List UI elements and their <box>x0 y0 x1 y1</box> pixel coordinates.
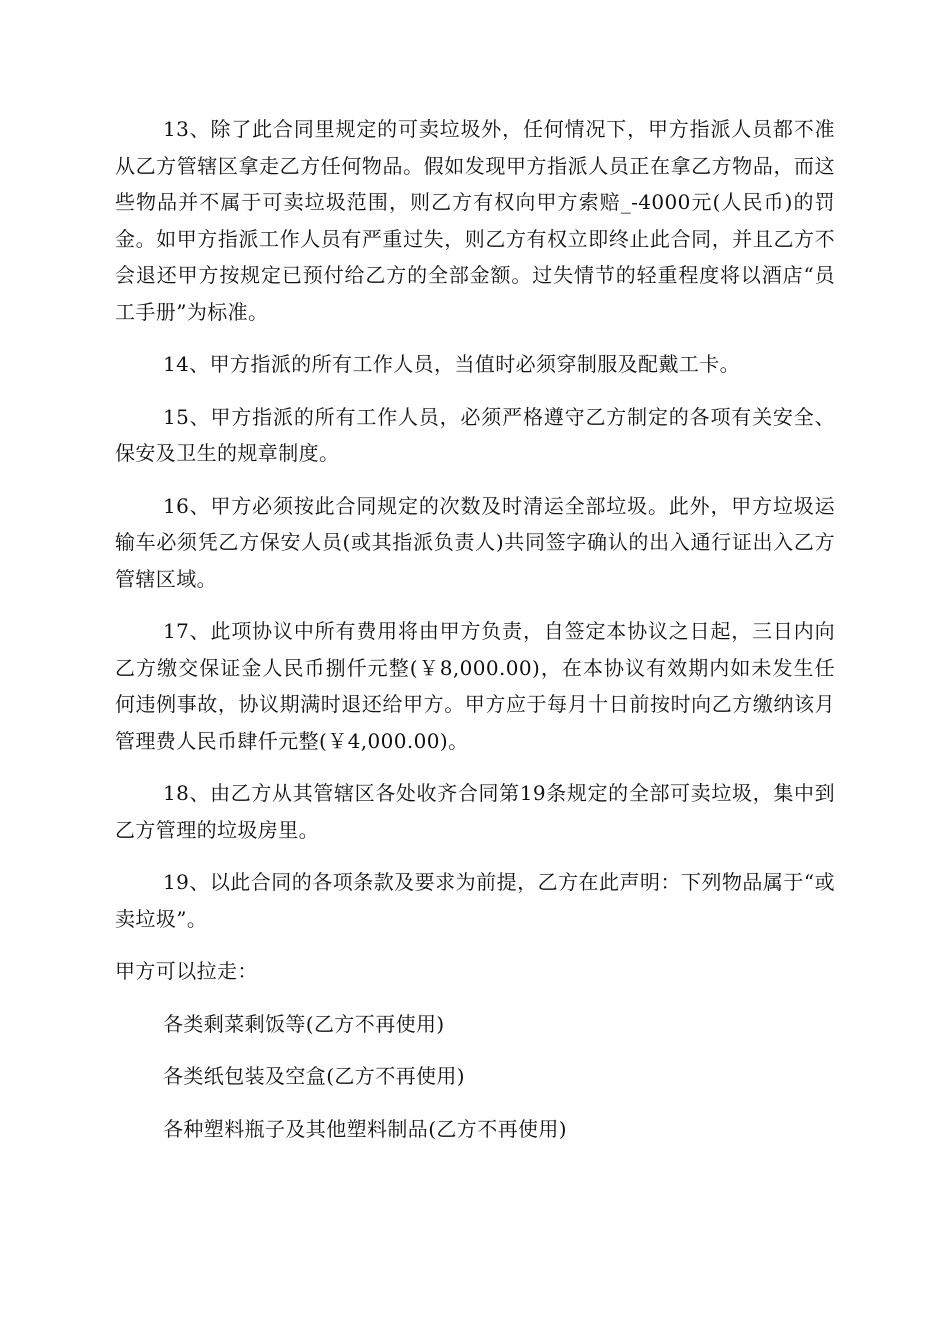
list-item: 各种塑料瓶子及其他塑料制品(乙方不再使用) <box>163 1116 568 1141</box>
list-item: 各类剩菜剩饭等(乙方不再使用) <box>163 1011 445 1036</box>
list-item: 各类纸包装及空盒(乙方不再使用) <box>163 1064 466 1088</box>
document-body <box>115 111 835 1163</box>
clause-13: 13、除了此合同里规定的可卖垃圾外，任何情况下，甲方指派人员都不准从乙方管辖区拿走乙方任何物品。假如发现甲方指派人员正在拿乙方物品，而这些物品并不属于可卖垃圾范围，则乙方有权向甲方索赔_-4000元(人民币)的罚金。如甲方指派工作人员有严重过失，则乙方有权立即终止此合同，并且乙方不会退还甲方按规定已预付给乙方的全部金额。过失情节的轻重程度将以酒店“员工手册”为标准。 <box>115 117 835 324</box>
clause-15: 15、甲方指派的所有工作人员，必须严格遵守乙方制定的各项有关安全、保安及卫生的规章制度。 <box>115 404 835 465</box>
clause-16: 16、甲方必须按此合同规定的次数及时清运全部垃圾。此外，甲方垃圾运输车必须凭乙方保安人员(或其指派负责人)共同签字确认的出入通行证出入乙方管辖区域。 <box>115 493 835 591</box>
clause-19: 19、以此合同的各项条款及要求为前提，乙方在此声明：下列物品属于“或卖垃圾”。 <box>115 870 835 931</box>
clause-18: 18、由乙方从其管辖区各处收齐合同第19条规定的全部可卖垃圾，集中到乙方管理的垃圾房里。 <box>115 781 835 842</box>
clause-14: 14、甲方指派的所有工作人员，当值时必须穿制服及配戴工卡。 <box>163 352 741 376</box>
list-lead: 甲方可以拉走： <box>115 959 258 983</box>
clause-17: 17、此项协议中所有费用将由甲方负责，自签定本协议之日起，三日内向乙方缴交保证金人民币捌仟元整(￥8,000.00)，在本协议有效期内如未发生任何违例事故，协议期满时退还给甲方。甲方应于每月十日前按时向乙方缴纳该月管理费人民币肆仟元整(￥4,000.00)。 <box>115 619 835 753</box>
